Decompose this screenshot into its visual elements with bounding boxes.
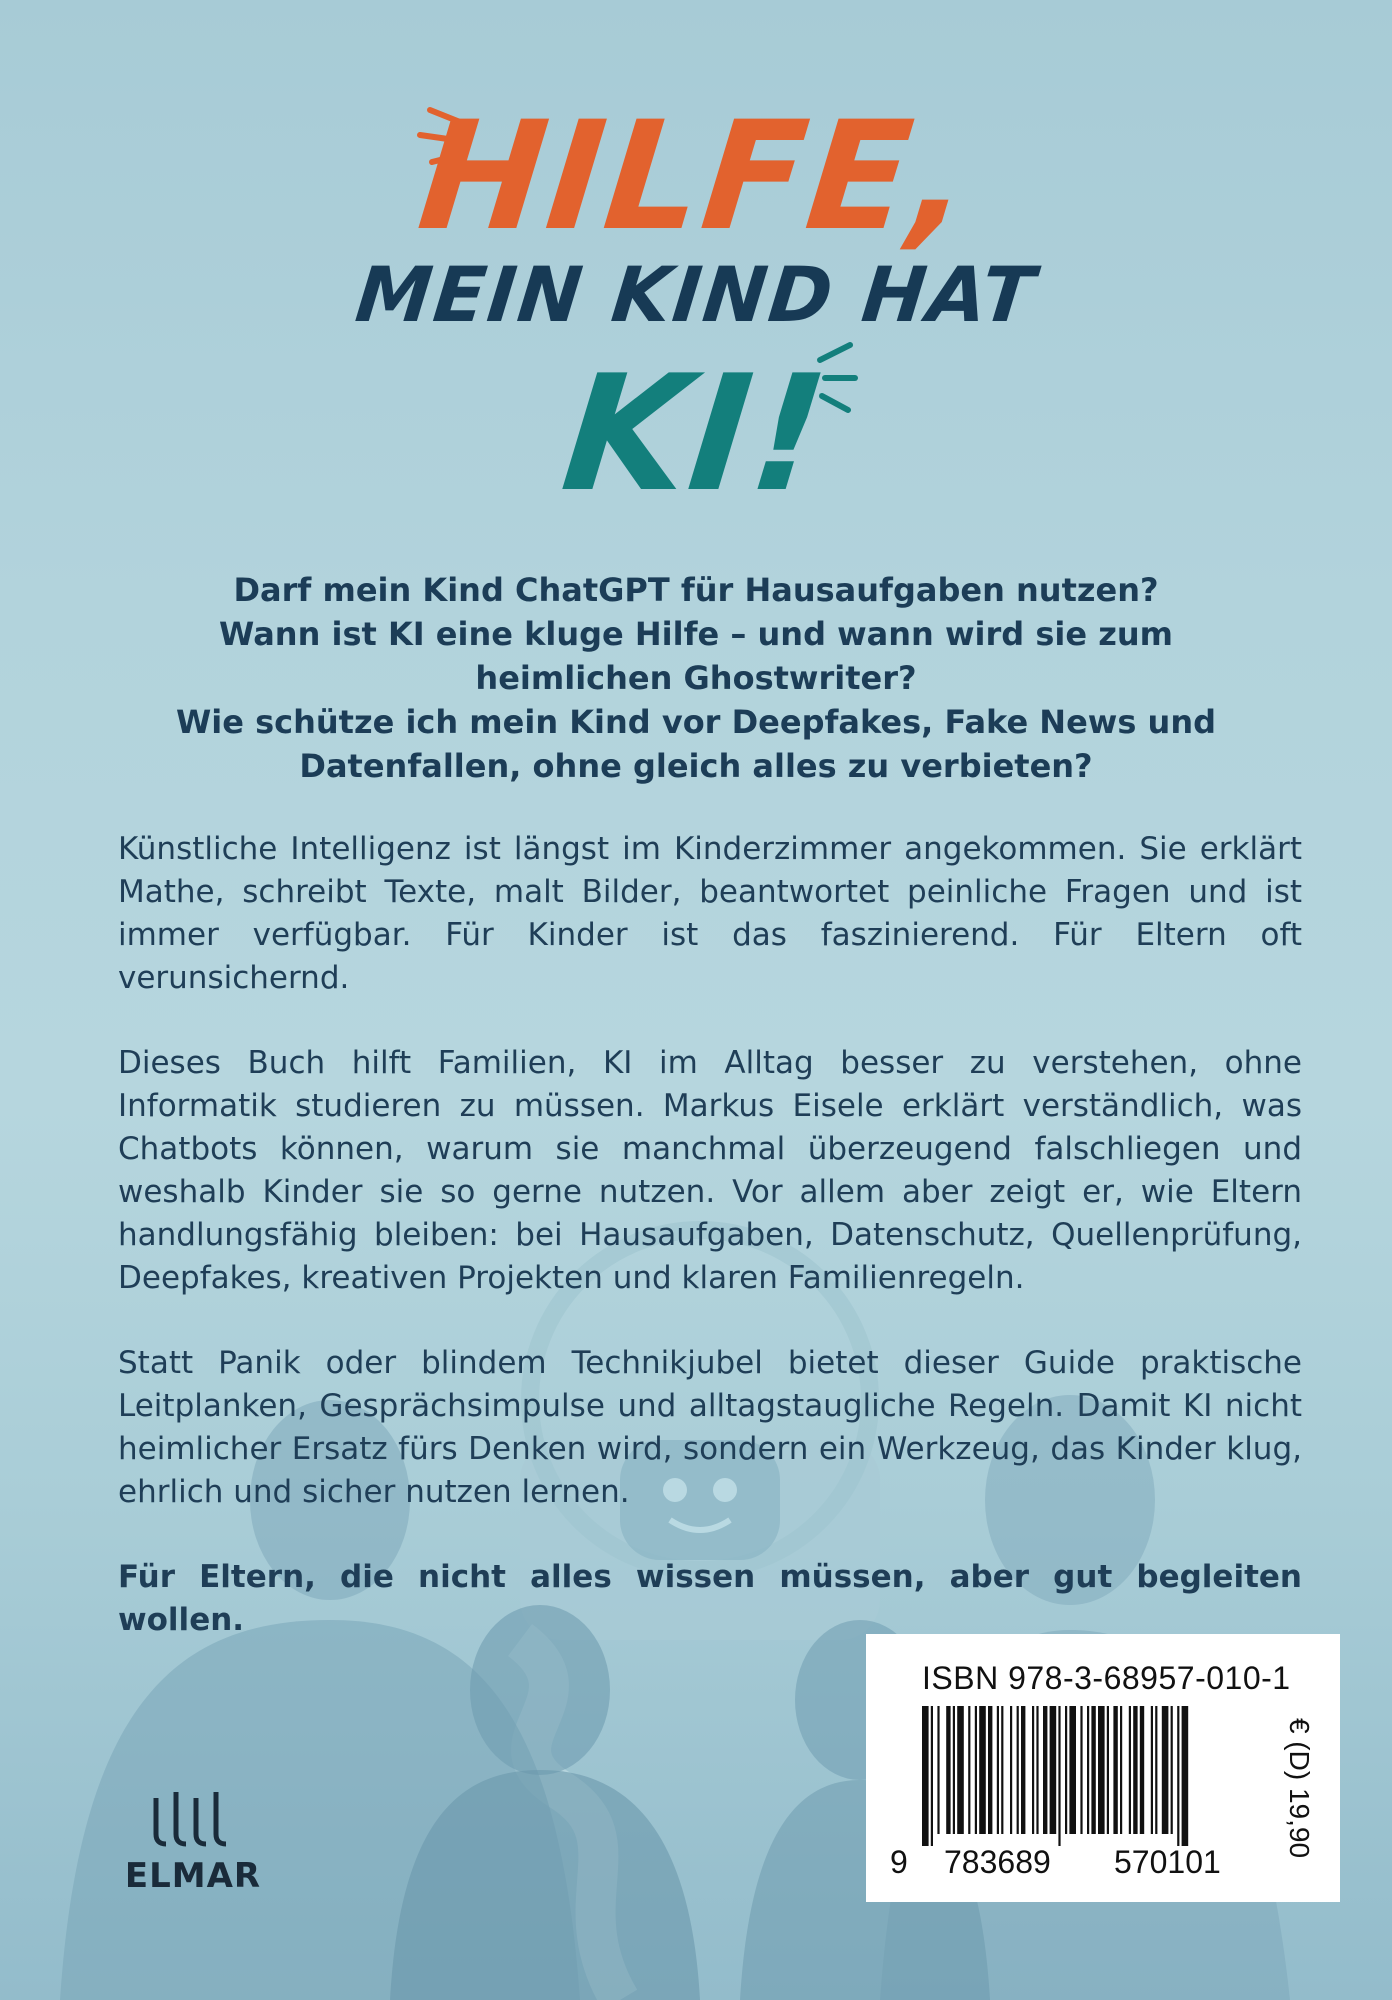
barcode-bar: [1113, 1706, 1117, 1834]
title-line-3: KI!: [554, 340, 838, 527]
price-text: € (D) 19,90: [1284, 1717, 1315, 1859]
barcode-bar: [988, 1706, 992, 1834]
intro-question: Wie schütze ich mein Kind vor Deepfakes, Fake News und Datenfallen, ohne gleich alles zu verbieten?: [175, 703, 1216, 785]
barcode-bar: [1155, 1706, 1157, 1834]
barcode-bar: [1087, 1706, 1089, 1834]
barcode-bar: [979, 1706, 986, 1834]
barcode-bar: [953, 1706, 955, 1834]
barcode-bar: [1050, 1706, 1057, 1834]
publisher-mark-icon: [118, 1788, 268, 1854]
title-line-1: HILFE,: [411, 90, 981, 264]
barcode-bar: [1091, 1706, 1095, 1834]
barcode-bar: [997, 1706, 999, 1834]
title-line-2: MEIN KIND HAT: [351, 250, 1041, 339]
barcode-bar: [1043, 1706, 1047, 1834]
barcode-bar: [1001, 1706, 1003, 1834]
barcode-bar: [1129, 1706, 1131, 1834]
publisher-logo: [118, 1788, 268, 1898]
barcode-bar: [1017, 1706, 1019, 1834]
barcode-bar: [975, 1706, 977, 1834]
barcode-bar: [1171, 1706, 1173, 1834]
barcode-bar: [1107, 1706, 1109, 1834]
barcode-bar: [968, 1706, 970, 1834]
isbn-barcode-box: [866, 1634, 1340, 1902]
barcode-bar: [1151, 1706, 1153, 1834]
barcode-digits-right: 570101: [1114, 1844, 1221, 1880]
blurb-paragraph: Künstliche Intelligenz ist längst im Kinderzimmer angekommen. Sie erklärt Mathe, schreibt Texte, malt Bilder, beantwortet peinliche Fragen und ist immer verfügbar. Für Kinder ist das faszinierend. Für Eltern oft verunsichernd.: [118, 831, 1302, 996]
barcode: [922, 1706, 1262, 1846]
intro-questions: [120, 568, 1272, 788]
barcode-bar: [1036, 1706, 1038, 1834]
barcode-bar: [937, 1706, 939, 1834]
barcode-bar: [1098, 1706, 1105, 1834]
blurb-text: [118, 828, 1302, 1684]
barcode-bar: [1058, 1706, 1060, 1846]
barcode-bar: [1065, 1706, 1067, 1834]
barcode-bar: [1140, 1706, 1144, 1834]
barcode-bar: [1069, 1706, 1076, 1834]
barcode-digit-prefix: 9: [890, 1844, 908, 1880]
closing-line: Für Eltern, die nicht alles wissen müssen, aber gut begleiten wollen.: [118, 1559, 1302, 1638]
barcode-bar: [957, 1706, 964, 1834]
intro-question: Wann ist KI eine kluge Hilfe – und wann wird sie zum heimlichen Ghostwriter?: [219, 615, 1173, 697]
barcode-bar: [946, 1706, 950, 1834]
barcode-bar: [922, 1706, 929, 1846]
publisher-name: ELMAR: [124, 1856, 262, 1896]
barcode-bar: [1133, 1706, 1137, 1834]
isbn-label: ISBN 978-3-68957-010-1: [922, 1660, 1291, 1696]
barcode-bar: [1120, 1706, 1122, 1834]
barcode-bar: [1021, 1706, 1025, 1834]
blurb-paragraph: Statt Panik oder blindem Technikjubel bietet dieser Guide praktische Leitplanken, Gesprächsimpulse und alltagstaugliche Regeln. Damit KI nicht heimlicher Ersatz fürs Denken wird, sondern ein Werkzeug, das Kinder klug, ehrlich und sicher nutzen lernen.: [118, 1345, 1302, 1510]
barcode-bar: [1010, 1706, 1012, 1834]
blurb-paragraph: Dieses Buch hilft Familien, KI im Alltag besser zu verstehen, ohne Informatik studieren zu müssen. Markus Eisele erklärt verständlich, was Chatbots können, warum sie manchmal überzeugend falschliegen und weshalb Kinder sie so gerne nutzen. Vor allem aber zeigt er, wie Eltern handlungsfähig bleiben: bei Hausaufgaben, Datenschutz, Quellenprüfung, Deepfakes, kreativen Projekten und klaren Familienregeln.: [118, 1045, 1302, 1296]
barcode-bar: [1177, 1706, 1179, 1846]
barcode-bar: [1080, 1706, 1082, 1834]
barcode-digits-left: 783689: [944, 1844, 1051, 1880]
barcode-bar: [1032, 1706, 1034, 1834]
price-label: [1281, 1706, 1317, 1874]
barcode-bar: [1162, 1706, 1169, 1834]
barcode-bar: [1182, 1706, 1189, 1846]
intro-question: Darf mein Kind ChatGPT für Hausaufgaben nutzen?: [233, 571, 1159, 609]
book-title: [0, 90, 1392, 530]
barcode-bar: [931, 1706, 933, 1846]
